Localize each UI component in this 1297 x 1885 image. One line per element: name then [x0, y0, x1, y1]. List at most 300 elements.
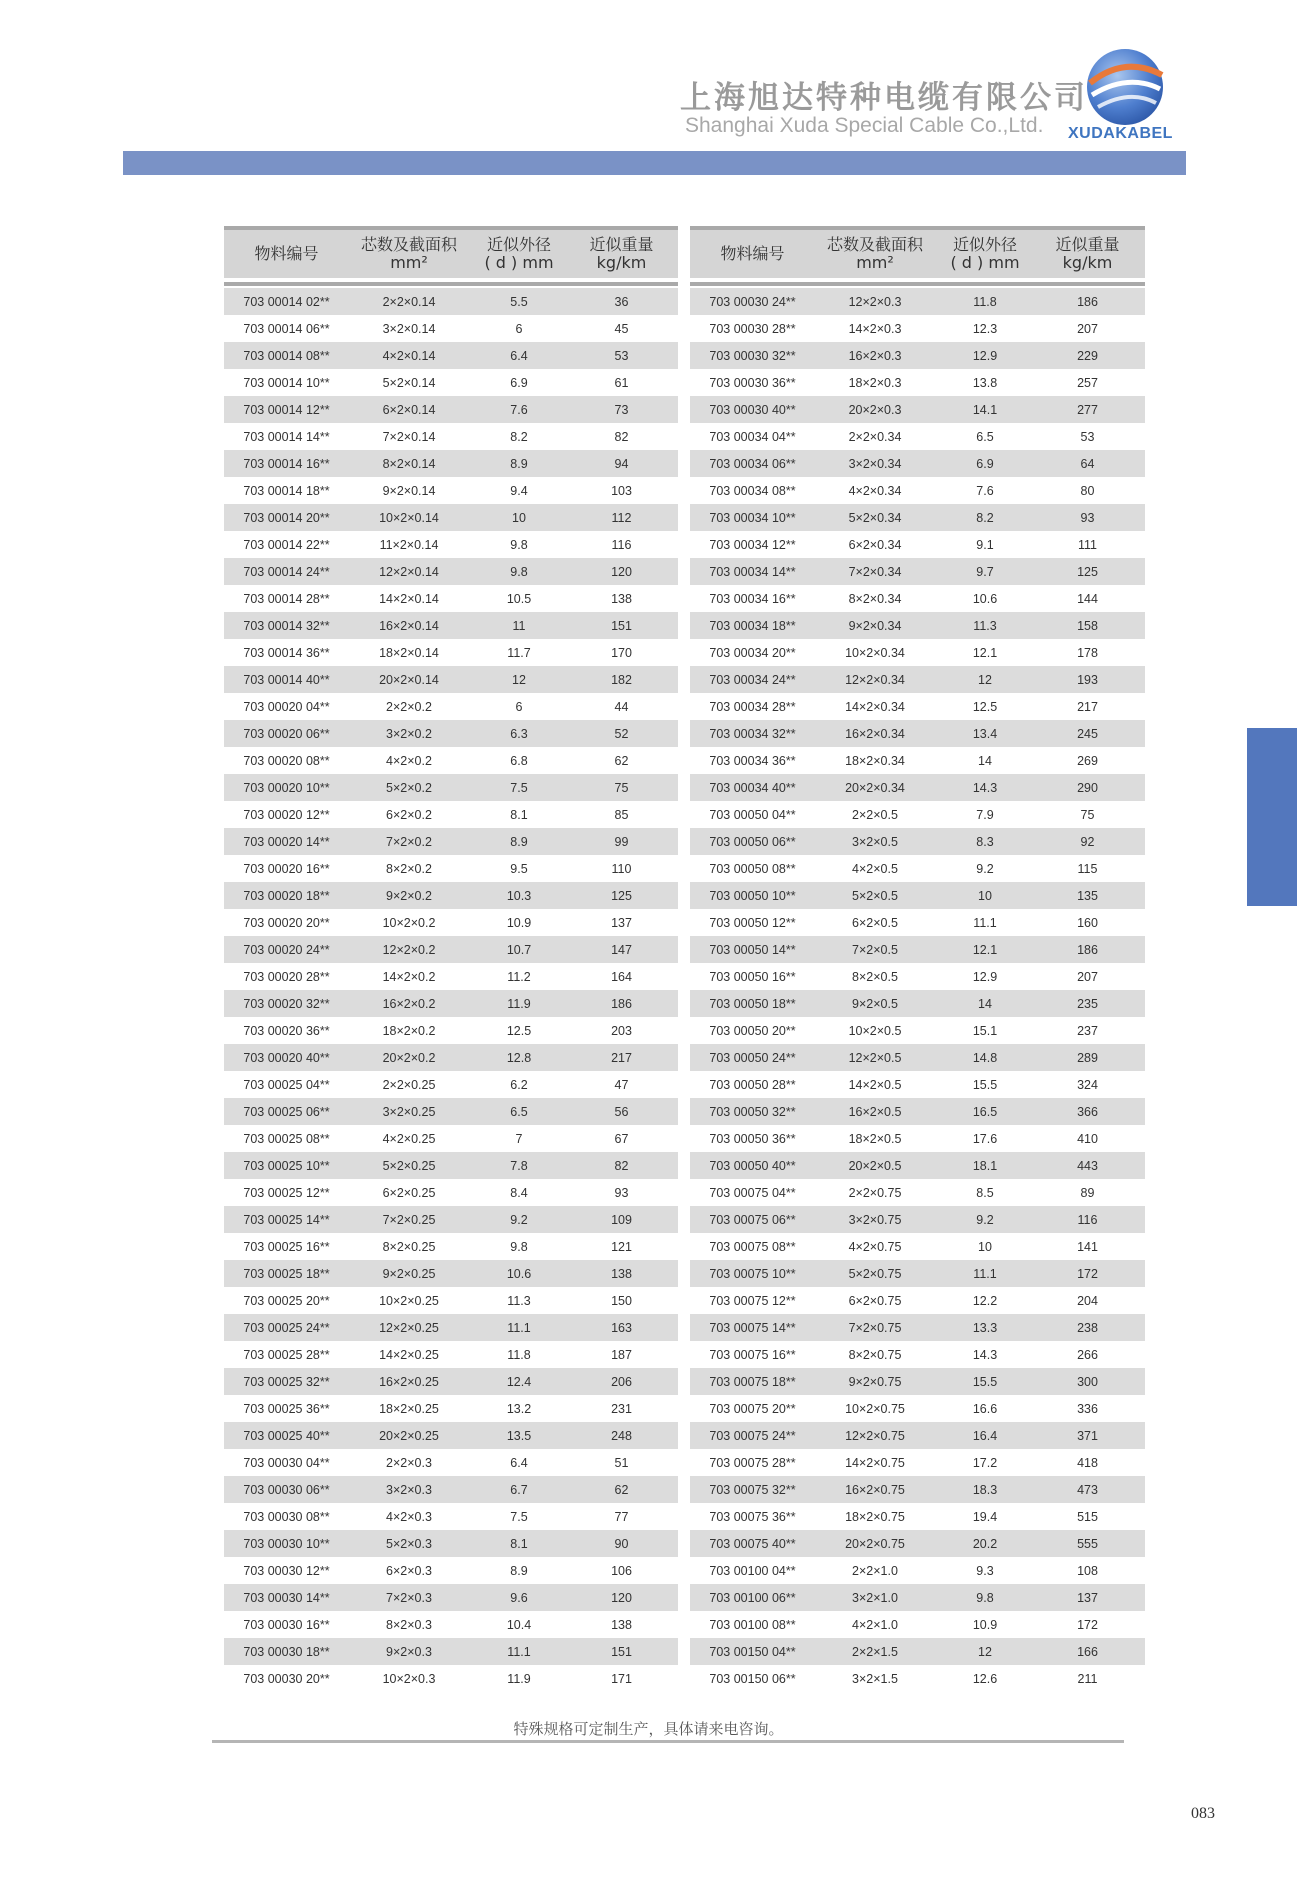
table-row — [224, 639, 678, 666]
table-row — [690, 774, 1145, 801]
table-row — [690, 720, 1145, 747]
table-row — [690, 990, 1145, 1017]
cell-diameter: 18.1 — [972, 1158, 998, 1173]
cell-part-no: 703 00014 32** — [243, 618, 330, 633]
table-row — [224, 693, 678, 720]
cell-diameter: 15.5 — [972, 1374, 998, 1389]
cell-cores: 14×2×0.14 — [379, 591, 439, 606]
table-row — [224, 666, 678, 693]
table-row — [690, 1584, 1145, 1611]
cell-diameter: 6.9 — [976, 456, 994, 471]
cell-part-no: 703 00014 02** — [243, 294, 330, 309]
cell-weight: 217 — [611, 1050, 632, 1065]
table-row — [690, 1125, 1145, 1152]
cell-cores: 12×2×0.14 — [379, 564, 439, 579]
cell-cores: 10×2×0.25 — [379, 1293, 439, 1308]
cell-weight: 418 — [1077, 1455, 1098, 1470]
cell-weight: 324 — [1077, 1077, 1098, 1092]
cell-diameter: 7.8 — [510, 1158, 528, 1173]
cell-part-no: 703 00075 28** — [709, 1455, 796, 1470]
cell-part-no: 703 00034 14** — [709, 564, 796, 579]
cell-cores: 3×2×0.5 — [852, 834, 898, 849]
table-row — [224, 315, 678, 342]
cell-part-no: 703 00014 16** — [243, 456, 330, 471]
cell-weight: 151 — [611, 1644, 632, 1659]
cell-diameter: 16.6 — [972, 1401, 998, 1416]
cell-weight: 110 — [611, 861, 632, 876]
cell-cores: 7×2×0.34 — [848, 564, 902, 579]
cell-cores: 18×2×0.3 — [848, 375, 902, 390]
cell-diameter: 10 — [512, 510, 526, 525]
table-row — [224, 774, 678, 801]
table-row — [224, 1422, 678, 1449]
cell-cores: 6×2×0.75 — [848, 1293, 902, 1308]
cell-cores: 7×2×0.3 — [386, 1590, 432, 1605]
table-row — [690, 1665, 1145, 1692]
side-tab-marker — [1247, 728, 1297, 906]
table-row — [690, 315, 1145, 342]
cell-diameter: 20.2 — [972, 1536, 998, 1551]
cell-cores: 18×2×0.25 — [379, 1401, 439, 1416]
table-row — [690, 342, 1145, 369]
cell-diameter: 9.4 — [510, 483, 528, 498]
cell-cores: 6×2×0.25 — [382, 1185, 436, 1200]
cell-cores: 16×2×0.75 — [845, 1482, 905, 1497]
cell-weight: 290 — [1077, 780, 1098, 795]
cell-weight: 53 — [1080, 429, 1095, 444]
page-number: 083 — [1191, 1805, 1215, 1822]
cell-diameter: 6.4 — [510, 1455, 528, 1470]
cell-part-no: 703 00050 06** — [709, 834, 796, 849]
cell-diameter: 6.2 — [510, 1077, 528, 1092]
cell-diameter: 6.5 — [976, 429, 994, 444]
table-row — [224, 558, 678, 585]
cell-weight: 116 — [611, 537, 632, 552]
cell-cores: 10×2×0.14 — [379, 510, 439, 525]
cell-part-no: 703 00075 10** — [709, 1266, 796, 1281]
cell-diameter: 11.1 — [507, 1644, 531, 1659]
cell-cores: 14×2×0.5 — [848, 1077, 902, 1092]
table-header — [224, 226, 678, 278]
cell-diameter: 16.5 — [972, 1104, 998, 1119]
table-row — [224, 1017, 678, 1044]
cell-diameter: 7.5 — [510, 780, 528, 795]
cell-weight: 52 — [614, 726, 629, 741]
table-row — [690, 1314, 1145, 1341]
cell-diameter: 12.1 — [972, 645, 998, 660]
table-row — [690, 1341, 1145, 1368]
cell-weight: 120 — [611, 564, 632, 579]
cell-cores: 9×2×0.34 — [848, 618, 902, 633]
table-row — [690, 1233, 1145, 1260]
table-row — [224, 1341, 678, 1368]
cell-weight: 300 — [1077, 1374, 1098, 1389]
table-row — [690, 666, 1145, 693]
cell-weight: 207 — [1077, 321, 1098, 336]
cell-cores: 6×2×0.2 — [386, 807, 432, 822]
cell-weight: 257 — [1077, 375, 1098, 390]
table-row — [224, 720, 678, 747]
cell-weight: 116 — [1077, 1212, 1098, 1227]
cell-diameter: 6.4 — [510, 348, 528, 363]
cell-weight: 45 — [614, 321, 629, 336]
cell-diameter: 10.6 — [972, 591, 998, 606]
cell-cores: 20×2×0.5 — [848, 1158, 902, 1173]
cell-weight: 80 — [1080, 483, 1095, 498]
table-row — [224, 1665, 678, 1692]
cell-cores: 6×2×0.34 — [848, 537, 902, 552]
cell-cores: 8×2×0.25 — [382, 1239, 436, 1254]
cell-diameter: 9.7 — [976, 564, 994, 579]
cell-cores: 4×2×0.75 — [848, 1239, 902, 1254]
cell-cores: 5×2×0.3 — [386, 1536, 432, 1551]
cell-cores: 14×2×0.34 — [845, 699, 905, 714]
cell-part-no: 703 00050 24** — [709, 1050, 796, 1065]
cell-cores: 3×2×1.5 — [852, 1671, 898, 1686]
cell-part-no: 703 00075 40** — [709, 1536, 796, 1551]
table-body — [224, 288, 678, 1692]
cell-diameter: 12.5 — [506, 1023, 532, 1038]
cell-cores: 2×2×1.5 — [852, 1644, 898, 1659]
cell-diameter: 11.3 — [507, 1293, 531, 1308]
table-row — [224, 1557, 678, 1584]
cell-part-no: 703 00025 32** — [243, 1374, 330, 1389]
cell-cores: 16×2×0.14 — [379, 618, 439, 633]
cell-cores: 12×2×0.3 — [848, 294, 902, 309]
cell-cores: 2×2×0.25 — [382, 1077, 436, 1092]
table-row — [690, 1638, 1145, 1665]
cell-part-no: 703 00014 10** — [243, 375, 330, 390]
table-row — [690, 1287, 1145, 1314]
cell-cores: 6×2×0.14 — [382, 402, 436, 417]
cell-cores: 12×2×0.34 — [845, 672, 905, 687]
table-row — [690, 396, 1145, 423]
cell-diameter: 8.4 — [510, 1185, 528, 1200]
cell-part-no: 703 00014 12** — [243, 402, 330, 417]
cell-weight: 93 — [614, 1185, 629, 1200]
table-row — [690, 1260, 1145, 1287]
cell-weight: 36 — [614, 294, 629, 309]
cell-weight: 138 — [611, 1266, 632, 1281]
cell-cores: 18×2×0.2 — [382, 1023, 436, 1038]
cell-diameter: 11.3 — [973, 618, 997, 633]
cell-part-no: 703 00050 28** — [709, 1077, 796, 1092]
cell-diameter: 12.9 — [972, 348, 998, 363]
table-row — [224, 1449, 678, 1476]
cell-diameter: 6 — [515, 699, 523, 714]
cell-cores: 10×2×0.5 — [848, 1023, 902, 1038]
cell-weight: 125 — [1077, 564, 1098, 579]
company-name-cn: 上海旭达特种电缆有限公司 — [680, 80, 1088, 116]
cell-part-no: 703 00020 14** — [243, 834, 330, 849]
cell-weight: 92 — [1080, 834, 1095, 849]
table-row — [224, 1125, 678, 1152]
cell-diameter: 8.1 — [510, 807, 528, 822]
cell-diameter: 12.6 — [972, 1671, 998, 1686]
cell-part-no: 703 00025 36** — [243, 1401, 330, 1416]
table-row — [224, 1260, 678, 1287]
cell-part-no: 703 00020 40** — [243, 1050, 330, 1065]
cell-weight: 217 — [1077, 699, 1098, 714]
cell-diameter: 9.5 — [510, 861, 528, 876]
cell-weight: 171 — [611, 1671, 632, 1686]
cell-diameter: 11.9 — [507, 1671, 531, 1686]
cell-weight: 108 — [1077, 1563, 1098, 1578]
cell-diameter: 15.5 — [972, 1077, 998, 1092]
cell-weight: 67 — [614, 1131, 629, 1146]
cell-part-no: 703 00050 18** — [709, 996, 796, 1011]
cell-cores: 16×2×0.25 — [379, 1374, 439, 1389]
cell-weight: 73 — [614, 402, 629, 417]
cell-weight: 61 — [614, 375, 629, 390]
cell-diameter: 11.8 — [507, 1347, 531, 1362]
cell-weight: 111 — [1077, 537, 1097, 552]
cell-part-no: 703 00034 36** — [709, 753, 796, 768]
table-row — [690, 909, 1145, 936]
cell-diameter: 17.2 — [972, 1455, 998, 1470]
cell-weight: 164 — [611, 969, 632, 984]
cell-weight: 229 — [1077, 348, 1098, 363]
cell-diameter: 14.1 — [972, 402, 998, 417]
cell-part-no: 703 00030 06** — [243, 1482, 330, 1497]
cell-part-no: 703 00014 18** — [243, 483, 330, 498]
table-body — [690, 288, 1145, 1692]
table-row — [224, 963, 678, 990]
cell-cores: 20×2×0.25 — [379, 1428, 439, 1443]
cell-cores: 5×2×0.75 — [848, 1266, 902, 1281]
cell-diameter: 14.3 — [972, 780, 998, 795]
table-row — [224, 1152, 678, 1179]
cell-part-no: 703 00075 04** — [709, 1185, 796, 1200]
cell-cores: 4×2×0.3 — [386, 1509, 432, 1524]
cell-part-no: 703 00075 14** — [709, 1320, 796, 1335]
cell-diameter: 8.1 — [510, 1536, 528, 1551]
company-name-en: Shanghai Xuda Special Cable Co.,Ltd. — [685, 114, 1044, 137]
cell-cores: 9×2×0.2 — [386, 888, 432, 903]
cell-diameter: 13.5 — [506, 1428, 532, 1443]
cell-weight: 203 — [611, 1023, 632, 1038]
cell-diameter: 7.9 — [976, 807, 994, 822]
cell-cores: 2×2×0.75 — [848, 1185, 902, 1200]
cell-diameter: 8.9 — [510, 1563, 528, 1578]
cell-diameter: 11.8 — [973, 294, 997, 309]
table-row — [224, 396, 678, 423]
table-row — [690, 1017, 1145, 1044]
cell-weight: 193 — [1077, 672, 1098, 687]
footer-rule — [212, 1740, 1124, 1743]
cell-part-no: 703 00020 18** — [243, 888, 330, 903]
cell-weight: 112 — [611, 510, 632, 525]
cell-cores: 14×2×0.25 — [379, 1347, 439, 1362]
cell-cores: 9×2×0.75 — [848, 1374, 902, 1389]
table-row — [224, 612, 678, 639]
cell-weight: 150 — [611, 1293, 632, 1308]
table-row — [224, 828, 678, 855]
cell-cores: 3×2×0.14 — [382, 321, 436, 336]
table-row — [224, 585, 678, 612]
cell-cores: 5×2×0.34 — [848, 510, 902, 525]
cell-weight: 53 — [614, 348, 629, 363]
cell-weight: 186 — [611, 996, 632, 1011]
col-header-weight: 近似重量 kg/km — [1055, 235, 1120, 272]
cell-part-no: 703 00025 12** — [243, 1185, 330, 1200]
table-row — [224, 369, 678, 396]
table-row — [690, 855, 1145, 882]
table-row — [224, 1179, 678, 1206]
cell-weight: 138 — [611, 591, 632, 606]
cell-cores: 16×2×0.3 — [848, 348, 902, 363]
cell-cores: 10×2×0.3 — [382, 1671, 436, 1686]
cell-part-no: 703 00030 24** — [709, 294, 796, 309]
cell-cores: 16×2×0.2 — [382, 996, 436, 1011]
table-row — [224, 1530, 678, 1557]
table-row — [690, 1044, 1145, 1071]
table-row — [224, 531, 678, 558]
cell-weight: 62 — [614, 753, 629, 768]
cell-weight: 109 — [611, 1212, 632, 1227]
cell-part-no: 703 00014 28** — [243, 591, 330, 606]
cell-diameter: 10.3 — [506, 888, 532, 903]
cell-weight: 235 — [1077, 996, 1098, 1011]
cell-weight: 206 — [611, 1374, 632, 1389]
cell-weight: 51 — [614, 1455, 629, 1470]
table-row — [224, 1206, 678, 1233]
cell-part-no: 703 00030 04** — [243, 1455, 330, 1470]
cell-cores: 3×2×0.34 — [848, 456, 902, 471]
cell-diameter: 10.9 — [972, 1617, 998, 1632]
cell-part-no: 703 00030 28** — [709, 321, 796, 336]
table-row — [690, 1476, 1145, 1503]
col-header-diameter: 近似外径 ( d ) mm — [484, 235, 554, 272]
cell-weight: 187 — [611, 1347, 632, 1362]
cell-weight: 125 — [611, 888, 632, 903]
table-row — [690, 747, 1145, 774]
cell-cores: 18×2×0.34 — [845, 753, 905, 768]
cell-part-no: 703 00034 24** — [709, 672, 796, 687]
table-row — [224, 1395, 678, 1422]
cell-cores: 20×2×0.3 — [848, 402, 902, 417]
cell-diameter: 11.1 — [507, 1320, 531, 1335]
cell-part-no: 703 00020 12** — [243, 807, 330, 822]
cell-diameter: 6.8 — [510, 753, 528, 768]
cell-cores: 18×2×0.14 — [379, 645, 439, 660]
cell-weight: 64 — [1080, 456, 1095, 471]
cell-cores: 9×2×0.14 — [382, 483, 436, 498]
cell-cores: 8×2×0.14 — [382, 456, 436, 471]
cell-cores: 20×2×0.75 — [845, 1536, 905, 1551]
cell-diameter: 13.8 — [972, 375, 998, 390]
table-row — [224, 1503, 678, 1530]
cell-part-no: 703 00025 04** — [243, 1077, 330, 1092]
cell-weight: 106 — [611, 1563, 632, 1578]
col-header-cores: 芯数及截面积 mm² — [360, 235, 457, 272]
cell-diameter: 13.2 — [506, 1401, 532, 1416]
cell-part-no: 703 00050 08** — [709, 861, 796, 876]
spec-table-right — [690, 226, 1145, 1692]
col-header-cores: 芯数及截面积 mm² — [826, 235, 923, 272]
cell-part-no: 703 00050 32** — [709, 1104, 796, 1119]
cell-diameter: 12.5 — [972, 699, 998, 714]
header-rule — [224, 282, 678, 286]
cell-weight: 94 — [614, 456, 629, 471]
table-row — [690, 1071, 1145, 1098]
table-row — [224, 882, 678, 909]
cell-diameter: 8.2 — [976, 510, 994, 525]
table-row — [224, 990, 678, 1017]
cell-part-no: 703 00020 16** — [243, 861, 330, 876]
cell-cores: 20×2×0.14 — [379, 672, 439, 687]
cell-part-no: 703 00020 20** — [243, 915, 330, 930]
cell-diameter: 11.1 — [973, 915, 997, 930]
cell-part-no: 703 00100 08** — [709, 1617, 796, 1632]
cell-weight: 211 — [1077, 1671, 1098, 1686]
cell-part-no: 703 00014 20** — [243, 510, 330, 525]
cell-weight: 172 — [1077, 1266, 1098, 1281]
cell-part-no: 703 00020 10** — [243, 780, 330, 795]
cell-part-no: 703 00014 14** — [243, 429, 330, 444]
cell-weight: 172 — [1077, 1617, 1098, 1632]
cell-part-no: 703 00014 36** — [243, 645, 330, 660]
header-rule — [690, 282, 1145, 286]
cell-diameter: 10 — [978, 888, 992, 903]
table-row — [690, 828, 1145, 855]
table-header — [690, 226, 1145, 278]
cell-diameter: 9.1 — [976, 537, 994, 552]
table-row — [690, 612, 1145, 639]
cell-diameter: 7.6 — [510, 402, 528, 417]
table-row — [690, 585, 1145, 612]
cell-diameter: 12 — [978, 672, 992, 687]
cell-diameter: 7.5 — [510, 1509, 528, 1524]
cell-weight: 121 — [611, 1239, 632, 1254]
cell-part-no: 703 00075 36** — [709, 1509, 796, 1524]
cell-part-no: 703 00100 04** — [709, 1563, 796, 1578]
col-header-weight: 近似重量 kg/km — [589, 235, 654, 272]
cell-diameter: 5.5 — [510, 294, 528, 309]
cell-part-no: 703 00075 06** — [709, 1212, 796, 1227]
cell-diameter: 19.4 — [972, 1509, 998, 1524]
table-row — [690, 288, 1145, 315]
cell-part-no: 703 00034 40** — [709, 780, 796, 795]
cell-weight: 410 — [1077, 1131, 1098, 1146]
cell-weight: 103 — [611, 483, 632, 498]
cell-diameter: 9.8 — [510, 564, 528, 579]
cell-weight: 186 — [1077, 294, 1098, 309]
cell-diameter: 18.3 — [972, 1482, 998, 1497]
cell-weight: 137 — [611, 915, 632, 930]
cell-part-no: 703 00025 06** — [243, 1104, 330, 1119]
cell-cores: 5×2×0.2 — [386, 780, 432, 795]
cell-part-no: 703 00030 16** — [243, 1617, 330, 1632]
cell-diameter: 17.6 — [972, 1131, 998, 1146]
cell-part-no: 703 00030 12** — [243, 1563, 330, 1578]
cell-part-no: 703 00020 06** — [243, 726, 330, 741]
cell-weight: 371 — [1077, 1428, 1098, 1443]
col-header-part-no: 物料编号 — [720, 244, 785, 263]
cell-weight: 289 — [1077, 1050, 1098, 1065]
table-row — [690, 1152, 1145, 1179]
cell-cores: 7×2×0.2 — [386, 834, 432, 849]
cell-cores: 14×2×0.3 — [848, 321, 902, 336]
cell-cores: 3×2×0.3 — [386, 1482, 432, 1497]
cell-part-no: 703 00075 24** — [709, 1428, 796, 1443]
cell-diameter: 7.6 — [976, 483, 994, 498]
table-row — [224, 1476, 678, 1503]
cell-diameter: 10 — [978, 1239, 992, 1254]
table-row — [224, 801, 678, 828]
cell-weight: 85 — [614, 807, 629, 822]
table-row — [224, 342, 678, 369]
